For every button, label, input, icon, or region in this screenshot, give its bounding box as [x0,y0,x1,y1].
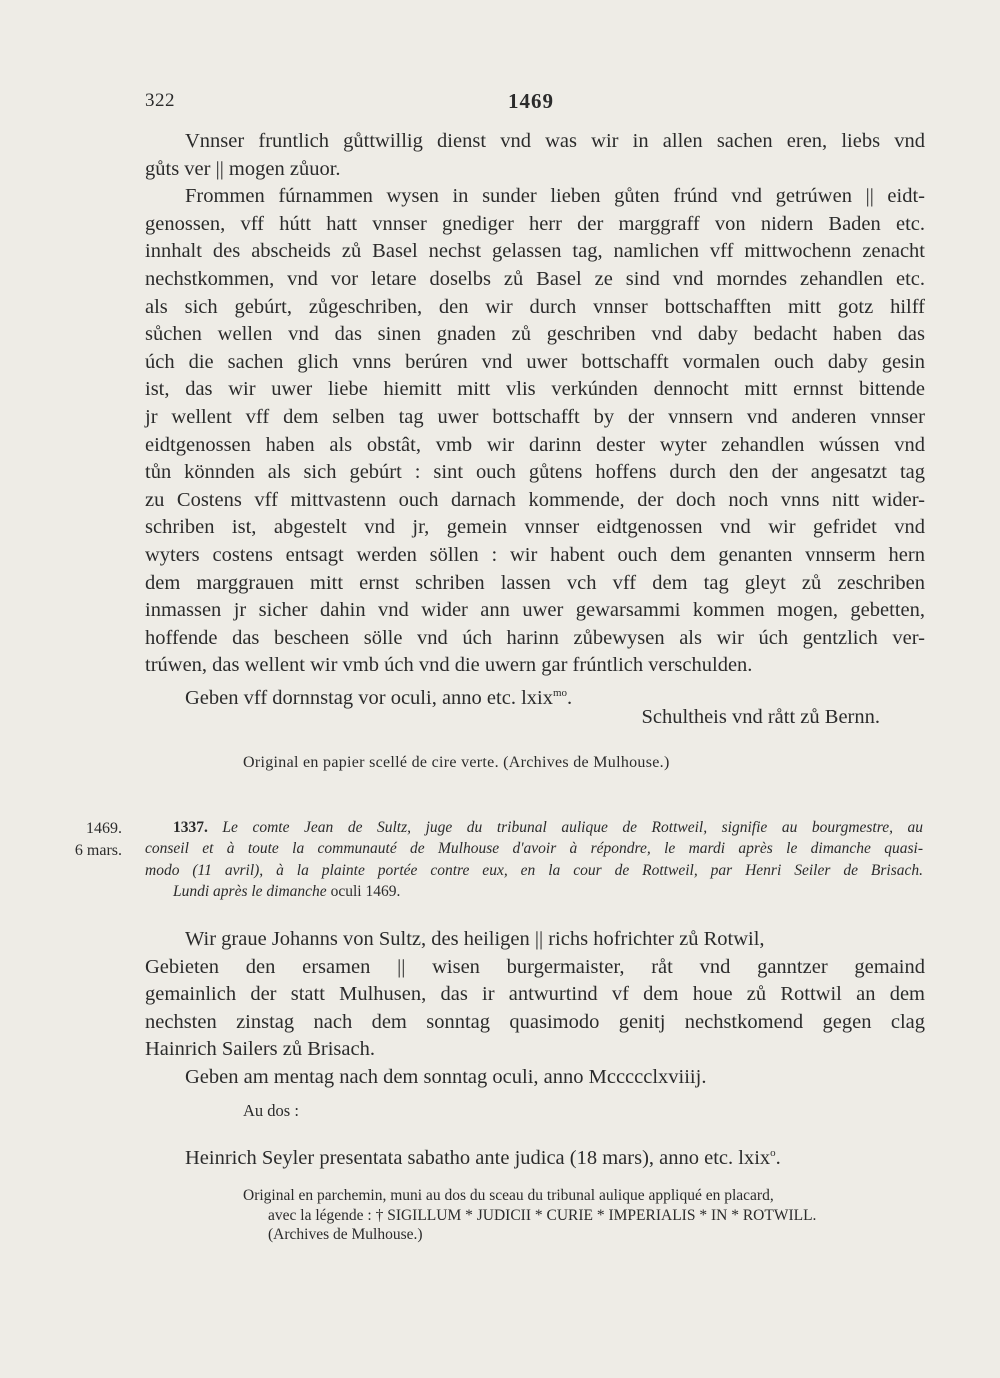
text-line: zu Costens vff mittvastenn ouch darnach kommende, der doch noch vnns nitt wider- [145,488,925,511]
source-note-2 [243,1186,923,1245]
text-line: Frommen fúrnammen wysen in sunder lieben gůten frúnd vnd getrúwen || eidt- [185,185,925,208]
text-line: Wir graue Johanns von Sultz, des heiligen || richs hofrichter zů Rotwil, [185,928,765,950]
regest [145,817,923,902]
text-line: innhalt des abscheids zů Basel nechst gelassen tag, namlichen vff mittwochenn zenacht [145,240,925,263]
text-line: Gebieten den ersamen || wisen burgermaister, råt vnd ganntzer gemaind [145,955,925,978]
text-line: hoffende das bescheen sölle vnd úch harinn zůbewysen als wir úch gentzlich ver- [145,626,925,649]
endorsement-label: Au dos : [243,1101,299,1120]
source-line: avec la légende : † SIGILLUM * JUDICII * CURIE * IMPERIALIS * IN * ROTWILL. [268,1206,817,1224]
mandate-body [145,926,925,1092]
text-line: úch die sachen glich vnns berúren vnd uwer bottschafft vormalen ouch daby gesin [145,350,925,373]
text-line: wyters costens entsagt werden söllen : wir habent ouch dem genanten vnnserm hern [145,543,925,566]
regest-line: 1337. Le comte Jean de Sultz, juge du tribunal aulique de Rottweil, signifie au bourgmestre, au [173,819,923,836]
margin-year: 1469. [86,820,122,837]
text-line: Hainrich Sailers zů Brisach. [145,1038,375,1061]
text-line: eidtgenossen haben als obstât, vmb wir darinn dester wyter zehandlen wússen vnd [145,433,925,456]
text-line: dem marggrauen mitt ernst schriben lassen vch vff dem tag gleyt zů zeschriben [145,571,925,594]
source-note: Original en papier scellé de cire verte. (Archives de Mulhouse.) [243,754,670,771]
letter-body [145,128,925,712]
text-line: genossen, vff hútt hatt vnnser gnediger herr der marggraff von nidern Baden etc. [145,212,925,235]
regest-line: Lundi après le dimanche oculi 1469. [173,882,401,900]
margin-date [60,818,122,862]
margin-day: 6 mars. [74,842,122,859]
text-line: sůchen wellen vnd das sinen gnaden zů geschriben vnd daby bedacht haben das [145,323,925,346]
letter-dating: Geben vff dornnstag vor oculi, anno etc. lxix$^{mo}$. [185,686,573,709]
text-line: gemainlich der statt Mulhusen, das ir antwurtind vf dem houe zů Rottwil an dem [145,983,925,1006]
mandate-dating: Geben am mentag nach dem sonntag oculi, anno Mccccclxviiij. [185,1065,707,1088]
page-number: 322 [145,90,175,111]
text-line: nechsten zinstag nach dem sonntag quasimodo genitj nechstkomend gegen clag [145,1010,925,1033]
text-line: tůn könnden als sich gebúrt : sint ouch gůtens hoffens durch den der angesatzt tag [145,461,925,484]
endorsement-text: Heinrich Seyler presentata sabatho ante judica (18 mars), anno etc. lxix$^o$. [185,1146,781,1169]
regest-line: conseil et à toute la communauté de Mulhouse d'avoir à répondre, le mardi après le dimanche quasi- [145,840,923,858]
source-line: Original en parchemin, muni au dos du sceau du tribunal aulique appliqué en placard, [243,1187,774,1204]
text-line: als sich gebúrt, zůgeschriben, den wir durch vnnser bottschafften mitt gotz hilff [145,295,925,318]
regest-line: modo (11 avril), à la plainte portée contre eux, en la cour de Rottweil, par Henri Seiler de Brisach. [145,861,923,879]
text-line: trúwen, das wellent wir vmb úch vnd die uwern gar frúntlich verschulden. [145,654,753,677]
text-line: schriben ist, abgestelt vnd jr, gemein vnnser eidtgenossen vnd wir gefridet vnd [145,516,925,539]
source-line: (Archives de Mulhouse.) [268,1226,423,1243]
endorsement [145,1140,925,1172]
text-line: gůts ver || mogen zůuor. [145,157,341,180]
text-line: jr wellent vff dem selben tag uwer bottschafft by der vnnsern vnd anderen vnnser [145,405,925,428]
text-line: ist, das wir uwer liebe hiemitt mitt vlis verkúnden dennocht mitt ernnst bittende [145,378,925,401]
text-line: nechstkommen, vnd vor letare doselbs zů Basel ze sind vnd morndes zehandlen etc. [145,267,925,290]
signature: Schultheis vnd rått zů Bernn. [641,706,880,728]
running-head-year: 1469 [508,89,554,113]
text-line: Vnnser fruntlich gůttwillig dienst vnd was wir in allen sachen eren, liebs vnd [185,130,925,152]
document-number: 1337. [173,819,208,836]
text-line: inmassen jr sicher dahin vnd wider ann uwer gewarsammi kommen mogen, gebetten, [145,599,925,622]
